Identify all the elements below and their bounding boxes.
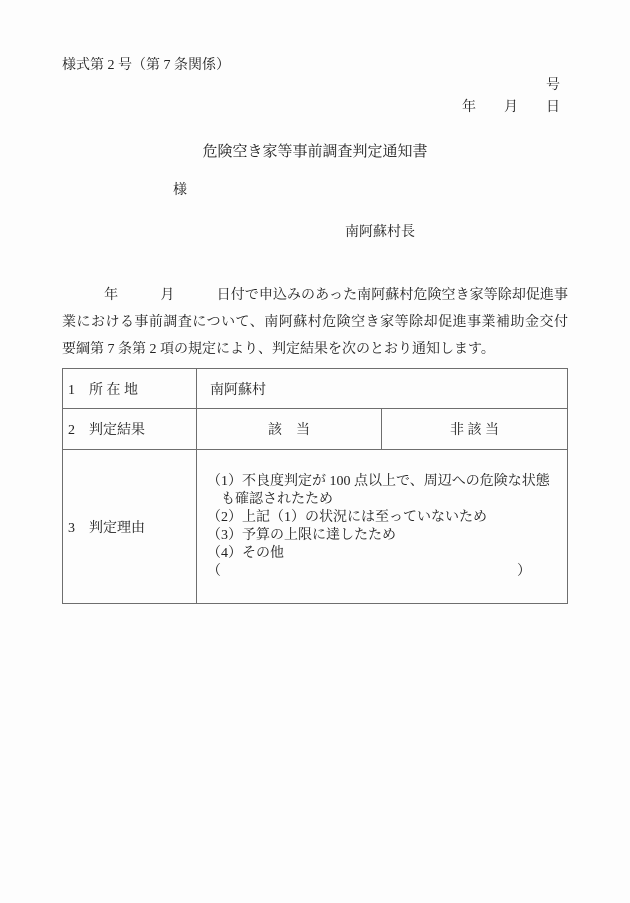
table-row-location xyxy=(63,369,568,409)
body-line-2: 業における事前調査について、南阿蘇村危険空き家等除却促進事業補助金交付 xyxy=(62,315,568,330)
reason-item-2: （2）上記（1）の状況には至っていないため xyxy=(207,509,487,525)
location-value: 南阿蘇村 xyxy=(197,369,568,409)
reason-row-label: 3 判定理由 xyxy=(63,450,197,604)
location-row-label: 1 所 在 地 xyxy=(63,369,197,409)
reason-item-3: （3）予算の上限に達したため xyxy=(207,527,396,543)
reason-item-1-cont: も確認されたため xyxy=(207,491,333,507)
table-row-reason xyxy=(63,450,568,604)
body-line-1: 年 月 日付で申込みのあった南阿蘇村危険空き家等除却促進事 xyxy=(62,288,568,303)
result-row-label: 2 判定結果 xyxy=(63,409,197,450)
result-option-applicable: 該 当 xyxy=(197,409,382,450)
sender-name: 南阿蘇村長 xyxy=(345,225,415,240)
judgment-table xyxy=(62,368,568,604)
date-line: 年 月 日 xyxy=(462,100,560,115)
body-line-3: 要綱第 7 条第 2 項の規定により、判定結果を次のとおり通知します。 xyxy=(62,342,495,357)
reason-list xyxy=(197,450,568,604)
reason-item-4: （4）その他 xyxy=(207,545,284,561)
recipient-line: 様 xyxy=(173,183,187,198)
document-title: 危険空き家等事前調査判定通知書 xyxy=(202,144,428,160)
table-row-result xyxy=(63,409,568,450)
blank-open-paren: （ xyxy=(207,563,221,579)
form-number-label: 様式第 2 号（第 7 条関係） xyxy=(62,58,230,73)
document-number-line: 号 xyxy=(546,78,560,93)
reason-blank-line xyxy=(207,563,561,581)
result-option-not-applicable: 非 該 当 xyxy=(382,409,568,450)
blank-close-paren: ） xyxy=(517,563,531,579)
reason-item-1: （1）不良度判定が 100 点以上で、周辺への危険な状態 xyxy=(207,473,550,489)
body-paragraph xyxy=(62,282,568,363)
